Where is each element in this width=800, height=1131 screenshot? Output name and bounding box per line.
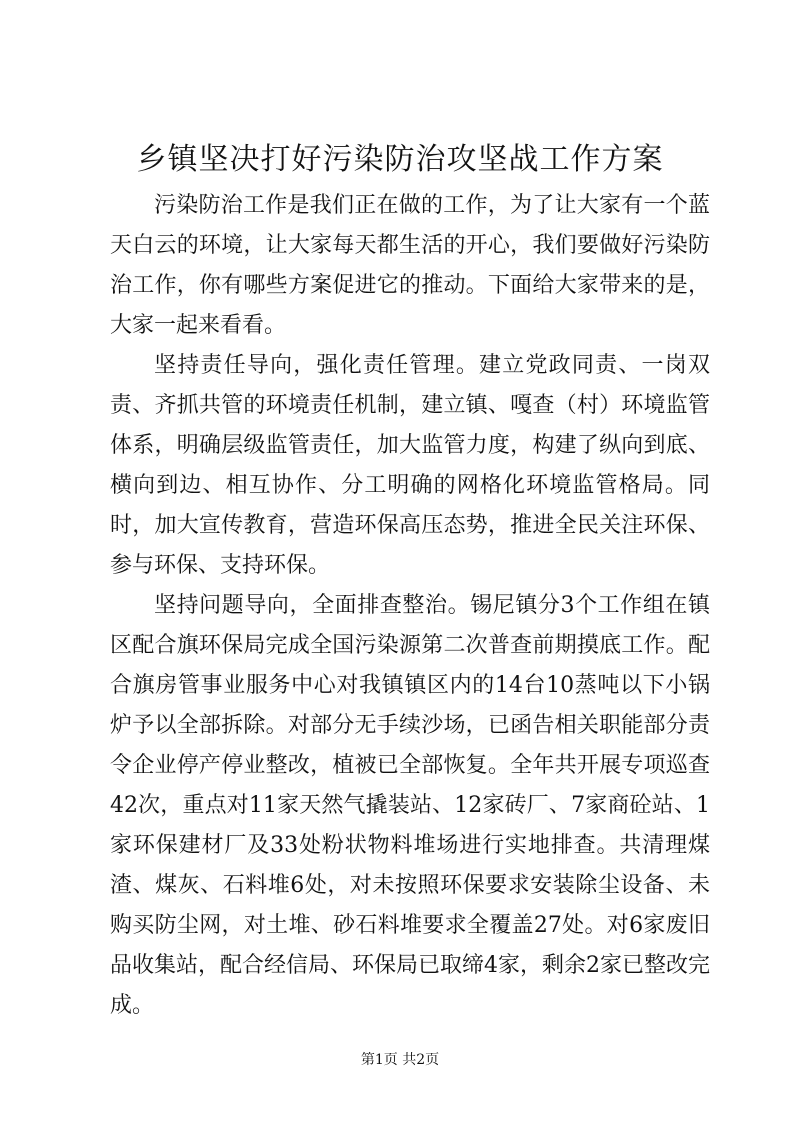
paragraph-problem-rectification: 坚持问题导向，全面排查整治。锡尼镇分3个工作组在镇区配合旗环保局完成全国污染源第二次普查前期摸底工作。配合旗房管事业服务中心对我镇镇区内的14台10蒸吨以下小锅炉予以全部拆除。对部分无手续沙场，已函告相关职能部分责令企业停产停业整改，植被已全部恢复。全年共开展专项巡查42次，重点对11家天然气撬装站、12家砖厂、7家商砼站、1家环保建材厂及33处粉状物料堆场进行实地排查。共清理煤渣、煤灰、石料堆6处，对未按照环保要求安装除尘设备、未购买防尘网，对土堆、砂石料堆要求全覆盖27处。对6家废旧品收集站，配合经信局、环保局已取缔4家，剩余2家已整改完成。 — [110, 593, 710, 1018]
paragraph-responsibility: 坚持责任导向，强化责任管理。建立党政同责、一岗双责、齐抓共管的环境责任机制，建立镇、嘎查（村）环境监管体系，明确层级监管责任，加大监管力度，构建了纵向到底、横向到边、相互协作、分工明确的网格化环境监管格局。同时，加大宣传教育，营造环保高压态势，推进全民关注环保、参与环保、支持环保。 — [110, 353, 710, 578]
page-number-footer: 第1页 共2页 — [360, 1052, 440, 1068]
document-body — [110, 186, 710, 1026]
paragraph-intro: 污染防治工作是我们正在做的工作，为了让大家有一个蓝天白云的环境，让大家每天都生活的开心，我们要做好污染防治工作，你有哪些方案促进它的推动。下面给大家带来的是，大家一起来看看。 — [110, 193, 710, 338]
document-title: 乡镇坚决打好污染防治攻坚战工作方案 — [136, 142, 664, 177]
